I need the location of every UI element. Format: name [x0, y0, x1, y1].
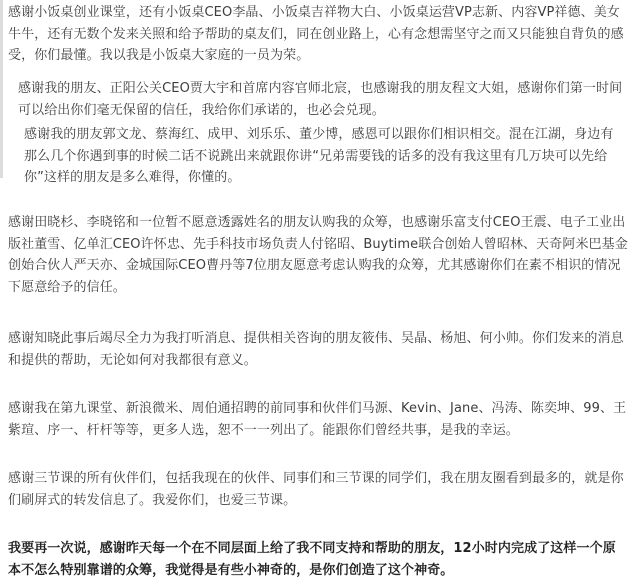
paragraph-thanks-sanjieke: 感谢三节课的所有伙伴们，包括我现在的伙伴、同事们和三节课的同学们，我在朋友圈看到最多的，就是你们刷屏式的转发信息了。我爱你们，也爱三节课。 — [8, 471, 624, 508]
paragraph-thanks-helpers: 感谢知晓此事后竭尽全力为我打听消息、提供相关咨询的朋友筱伟、吴晶、杨旭、何小帅。你们发来的消息和提供的帮助，无论如何对我都很有意义。 — [8, 331, 624, 368]
paragraph-thanks-xiaofanzhuo: 感谢小饭桌创业课堂，还有小饭桌CEO李晶、小饭桌吉祥物大白、小饭桌运营VP志新、内容VP祥德、美女牛牛，还有无数个发来关照和给予帮助的桌友们，同在创业路上，心有念想需坚守之而又只能独自背负的感受，你们最懂。我以我是小饭桌大家庭的一员为荣。 — [8, 5, 624, 63]
quote-bar — [0, 0, 3, 178]
paragraph-thanks-friends: 感谢我的朋友郭文龙、蔡海红、成甲、刘乐乐、董少博，感恩可以跟你们相识相交。混在江湖，身边有那么几个你遇到事的时候二话不说跳出来就跟你讲“兄弟需要钱的话多的没有我这里有几万块可以先给你”这样的朋友是多么难得，你懂的。 — [24, 127, 614, 185]
paragraph-thanks-colleagues: 感谢我在第九课堂、新浪微米、周伯通招聘的前同事和伙伴们马源、Kevin、Jane、冯涛、陈奕坤、99、王紫瑄、序一、杆杆等等，更多人选，恕不一一列出了。能跟你们曾经共事，是我的幸运。 — [8, 401, 627, 438]
paragraph-closing-statement: 我要再一次说，感谢昨天每一个在不同层面上给了我不同支持和帮助的朋友，12小时内完成了这样一个原本不怎么特别靠谱的众筹，我觉得是有些小神奇的，是你们创造了这个神奇。 — [8, 541, 616, 578]
paragraph-thanks-zhengyang: 感谢我的朋友、正阳公关CEO贾大宇和首席内容官师北宸，也感谢我的朋友程文大姐，感谢你们第一时间可以给出你们毫无保留的信任，我给你们承诺的，也必会兑现。 — [18, 81, 623, 118]
paragraph-thanks-investors: 感谢田晓杉、李晓铭和一位暂不愿意透露姓名的朋友认购我的众筹，也感谢乐富支付CEO王震、电子工业出版社董雪、亿单汇CEO许怀忠、先手科技市场负责人付铭昭、Buytime联合创始人曾昭林、天奇阿米巴基金创始合伙人严天亦、金城国际CEO曹丹等7位朋友愿意考虑认购我的众筹，尤其感谢你们在素不相识的情况下愿意给予的信任。 — [8, 215, 628, 295]
